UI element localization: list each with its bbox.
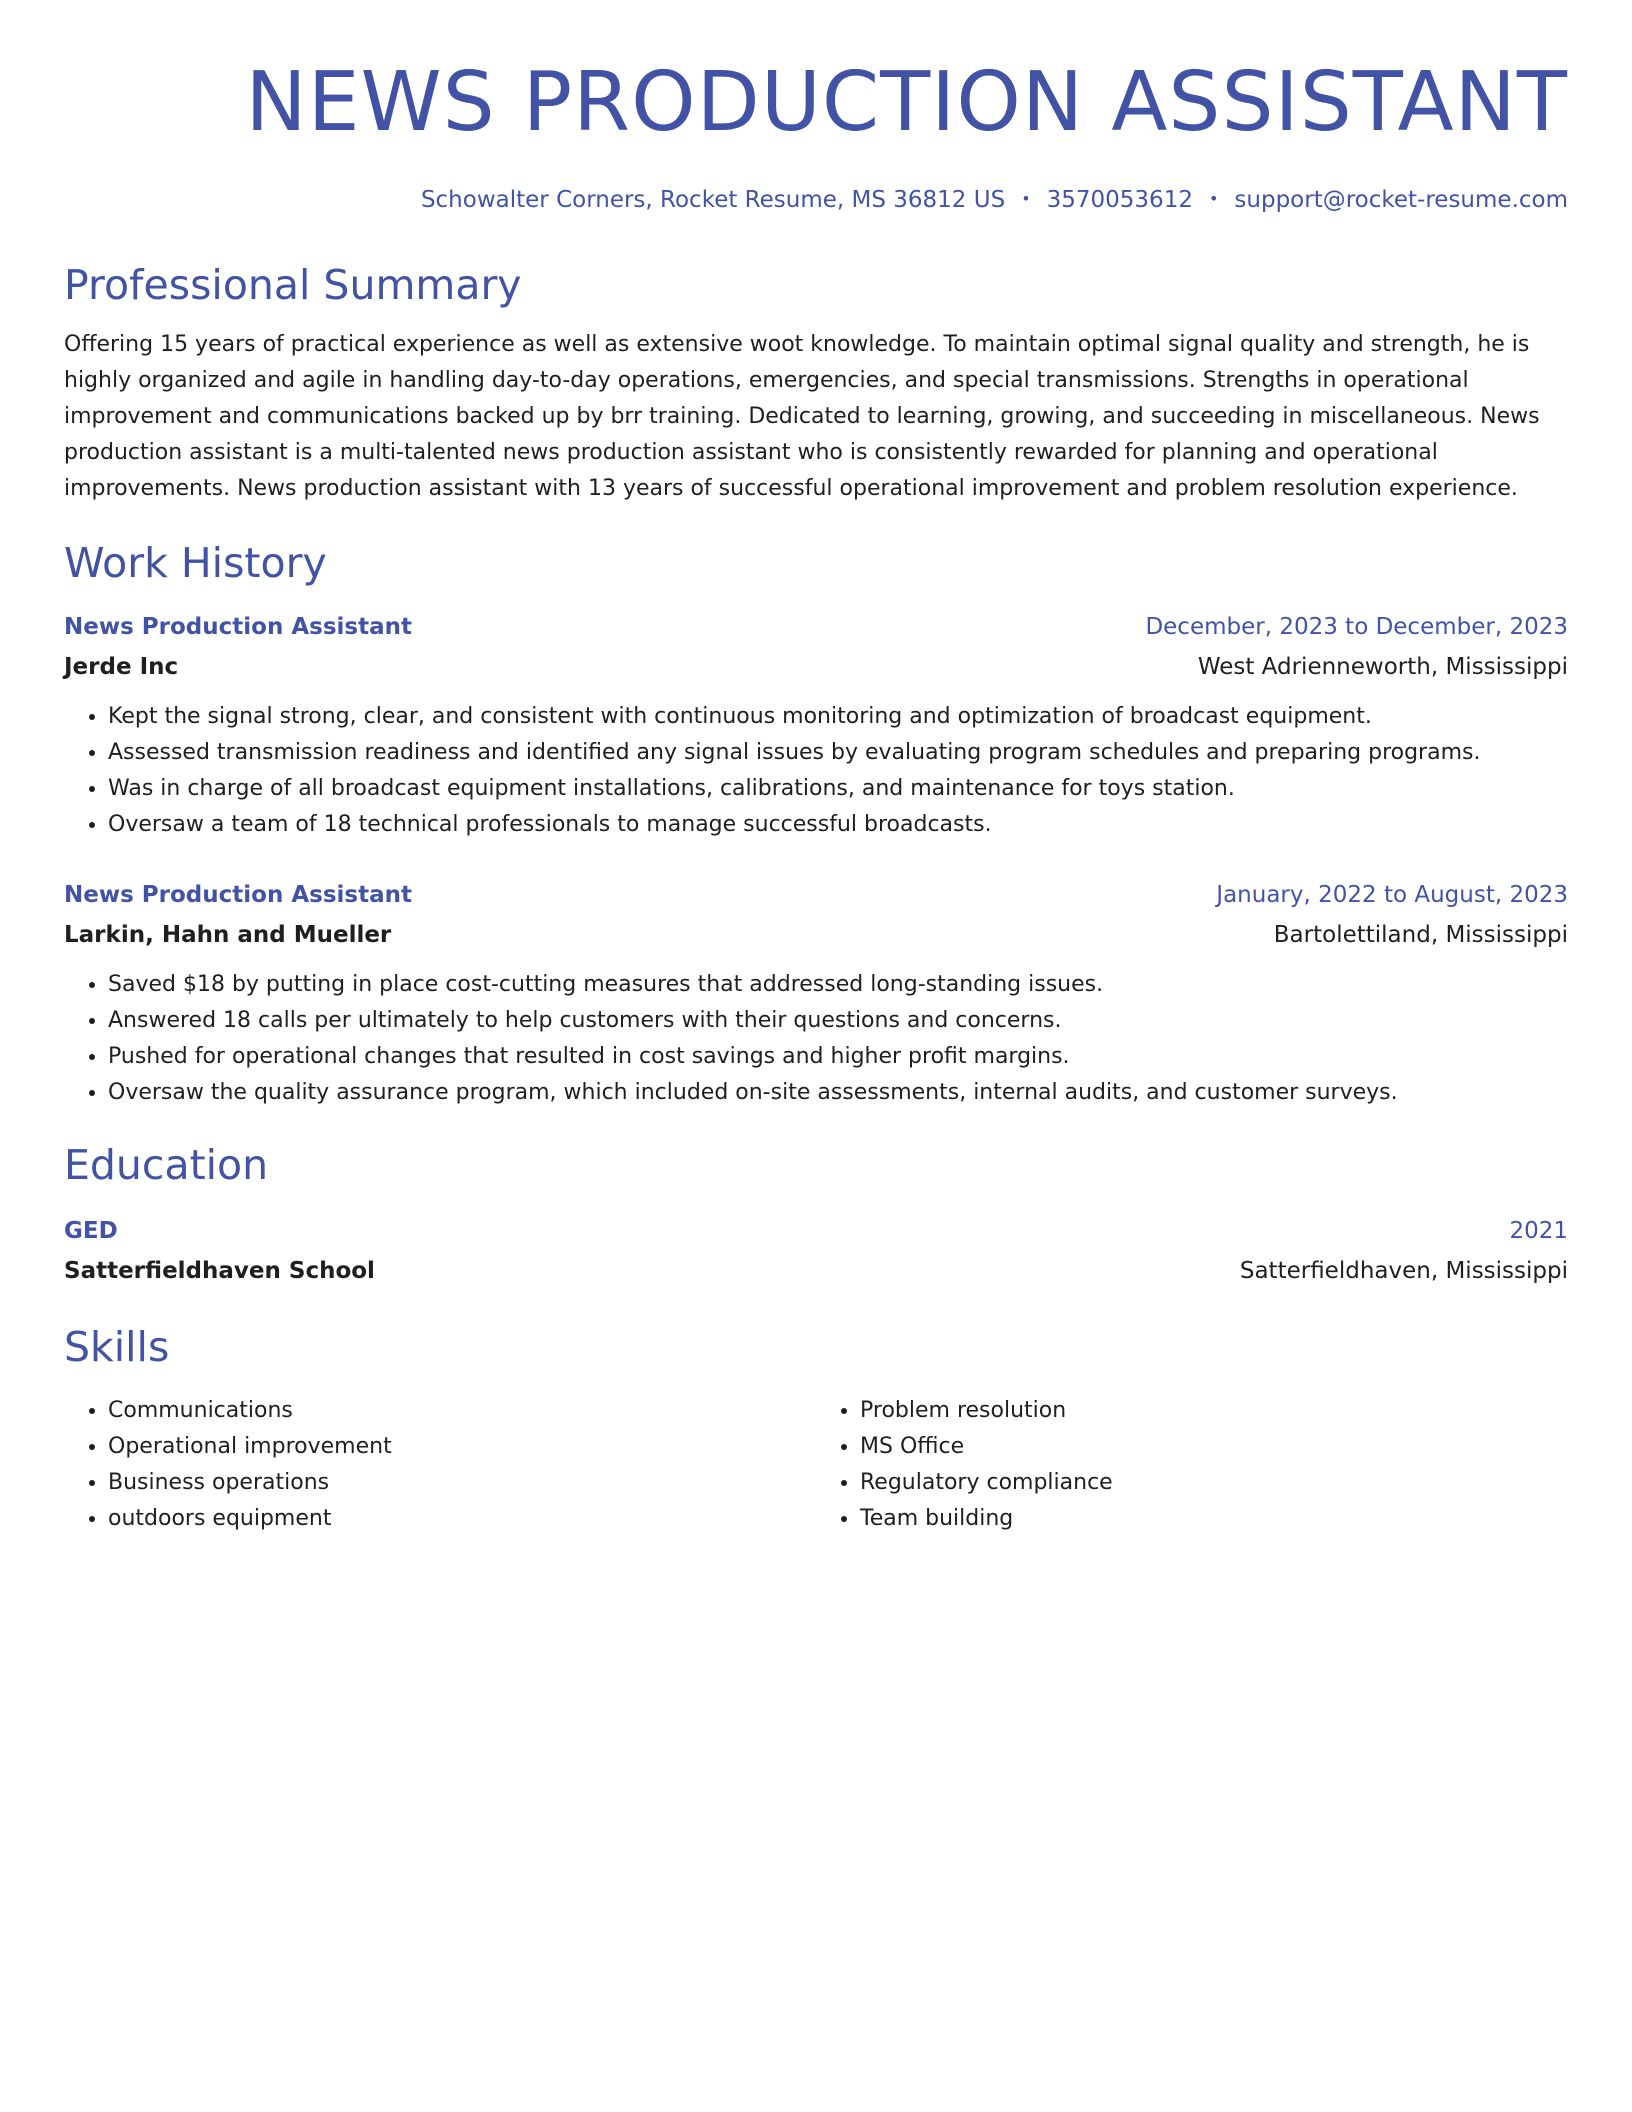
job-title: News Production Assistant bbox=[64, 882, 412, 908]
job-bullet: • Oversaw a team of 18 technical professionals to manage successful broadcasts. bbox=[108, 807, 1568, 843]
skill-item: • Team building bbox=[860, 1501, 1568, 1537]
summary-text: Offering 15 years of practical experience as well as extensive woot knowledge. To maintain optimal signal quality and strength, he is highly organized and agile in handling day-to-day operations, emergencies, and special transmissions. Strengths in operational improvement and communications backed up by brr training. Dedicated to learning, growing, and succeeding in miscellaneous. News production assistant is a multi-talented news production assistant who is consistently rewarded for planning and operational improvements. News production assistant with 13 years of successful operational improvement and problem resolution experience. bbox=[64, 332, 1540, 501]
summary-heading: Professional Summary bbox=[64, 261, 522, 309]
skill-item: • Business operations bbox=[108, 1465, 816, 1501]
job-bullet: • Kept the signal strong, clear, and consistent with continuous monitoring and optimization of broadcast equipment. bbox=[108, 699, 1568, 735]
job-dates: December, 2023 to December, 2023 bbox=[1145, 614, 1568, 640]
contact-address: Schowalter Corners, Rocket Resume, MS 36812 US bbox=[420, 187, 1006, 213]
job-entry bbox=[64, 877, 1568, 1111]
job-employer-row bbox=[64, 645, 1568, 685]
job-bullet: • Pushed for operational changes that resulted in cost savings and higher profit margins. bbox=[108, 1039, 1568, 1075]
job-bullet: • Answered 18 calls per ultimately to help customers with their questions and concerns. bbox=[108, 1003, 1568, 1039]
education-school-row bbox=[64, 1249, 1568, 1289]
job-entry bbox=[64, 609, 1568, 843]
skill-item: • Operational improvement bbox=[108, 1429, 816, 1465]
job-employer: Larkin, Hahn and Mueller bbox=[64, 922, 392, 948]
education-location: Satterfieldhaven, Mississippi bbox=[1239, 1258, 1568, 1284]
skill-item: • Communications bbox=[108, 1393, 816, 1429]
skill-item: • outdoors equipment bbox=[108, 1501, 816, 1537]
job-employer-row bbox=[64, 913, 1568, 953]
job-employer: Jerde Inc bbox=[64, 654, 179, 680]
education-year: 2021 bbox=[1509, 1218, 1568, 1244]
work-history-heading: Work History bbox=[64, 539, 327, 587]
education-school: Satterfieldhaven School bbox=[64, 1258, 375, 1284]
resume-title: NEWS PRODUCTION ASSISTANT bbox=[245, 55, 1568, 150]
education-degree: GED bbox=[64, 1218, 118, 1244]
job-title: News Production Assistant bbox=[64, 614, 412, 640]
contact-email: support@rocket-resume.com bbox=[1234, 187, 1568, 213]
job-bullet: • Was in charge of all broadcast equipment installations, calibrations, and maintenance for toys station. bbox=[108, 771, 1568, 807]
skills-heading: Skills bbox=[64, 1323, 170, 1371]
skill-item: • MS Office bbox=[860, 1429, 1568, 1465]
education-heading: Education bbox=[64, 1141, 269, 1189]
skills-column-right bbox=[816, 1393, 1568, 1537]
job-bullets bbox=[64, 699, 1568, 843]
skill-item: • Problem resolution bbox=[860, 1393, 1568, 1429]
skills-grid bbox=[64, 1393, 1568, 1537]
job-location: Bartolettiland, Mississippi bbox=[1273, 922, 1568, 948]
education-header-row bbox=[64, 1213, 1568, 1249]
job-dates: January, 2022 to August, 2023 bbox=[1216, 882, 1568, 908]
contact-line bbox=[64, 184, 1568, 215]
job-bullet: • Assessed transmission readiness and identified any signal issues by evaluating program schedules and preparing programs. bbox=[108, 735, 1568, 771]
education-entry bbox=[64, 1213, 1568, 1289]
job-header-row bbox=[64, 877, 1568, 913]
job-bullets bbox=[64, 967, 1568, 1111]
skill-item: • Regulatory compliance bbox=[860, 1465, 1568, 1501]
job-location: West Adrienneworth, Mississippi bbox=[1197, 654, 1568, 680]
contact-phone: 3570053612 bbox=[1046, 187, 1193, 213]
separator-dot: • bbox=[1021, 189, 1031, 208]
job-bullet: • Oversaw the quality assurance program, which included on-site assessments, internal audits, and customer surveys. bbox=[108, 1075, 1568, 1111]
separator-dot: • bbox=[1208, 189, 1219, 208]
job-bullet: • Saved $18 by putting in place cost-cutting measures that addressed long-standing issues. bbox=[108, 967, 1568, 1003]
skills-column-left bbox=[64, 1393, 816, 1537]
job-header-row bbox=[64, 609, 1568, 645]
